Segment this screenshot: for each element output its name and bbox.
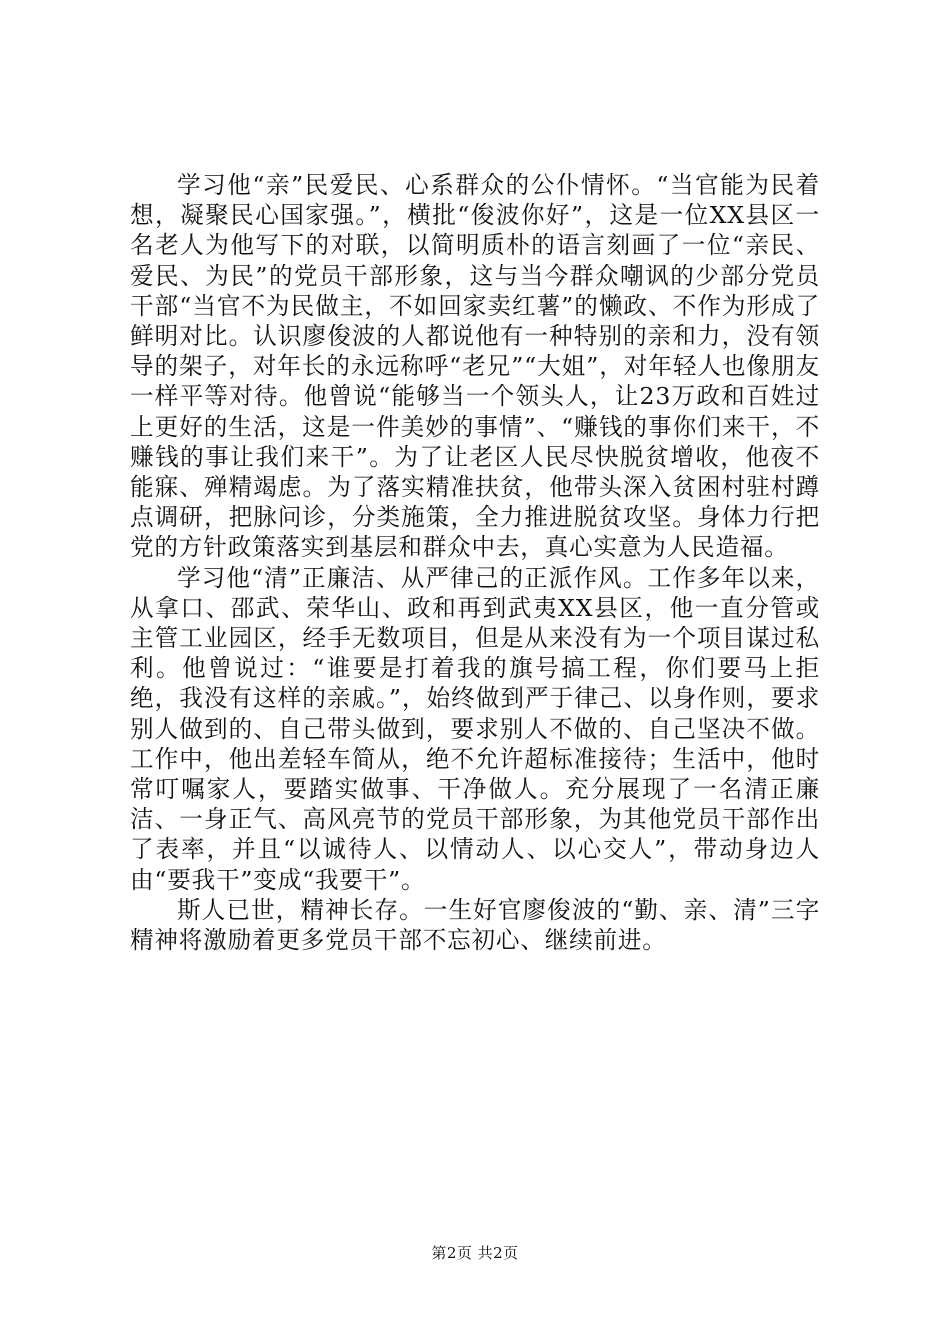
document-body (130, 170, 820, 955)
paragraph-qin-min: 学习他“亲”民爱民、心系群众的公仆情怀。“当官能为民着想，凝聚民心国家强。”，横批“俊波你好”，这是一位XX县区一名老人为他写下的对联，以简明质朴的语言刻画了一位“亲民、爱民、为民”的党员干部形象，这与当今群众嘲讽的少部分党员干部“当官不为民做主，不如回家卖红薯”的懒政、不作为形成了鲜明对比。认识廖俊波的人都说他有一种特别的亲和力，没有领导的架子，对年长的永远称呼“老兄”“大姐”，对年轻人也像朋友一样平等对待。他曾说“能够当一个领头人，让23万政和百姓过上更好的生活，这是一件美妙的事情”、“赚钱的事你们来干，不赚钱的事让我们来干”。为了让老区人民尽快脱贫增收，他夜不能寐、殚精竭虑。为了落实精准扶贫，他带头深入贫困村驻村蹲点调研，把脉问诊，分类施策，全力推进脱贫攻坚。身体力行把党的方针政策落实到基层和群众中去，真心实意为人民造福。 (130, 171, 820, 562)
paragraph-conclusion: 斯人已世，精神长存。一生好官廖俊波的“勤、亲、清”三字精神将激励着更多党员干部不忘初心、继续前进。 (130, 895, 820, 955)
paragraph-qing-zheng: 学习他“清”正廉洁、从严律己的正派作风。工作多年以来，从拿口、邵武、荣华山、政和再到武夷XX县区，他一直分管或主管工业园区，经手无数项目，但是从来没有为一个项目谋过私利。他曾说过：“谁要是打着我的旗号搞工程，你们要马上拒绝，我没有这样的亲戚。”，始终做到严于律己、以身作则，要求别人做到的、自己带头做到，要求别人不做的、自己坚决不做。工作中，他出差轻车简从，绝不允许超标准接待；生活中，他时常叮嘱家人，要踏实做事、干净做人。充分展现了一名清正廉洁、一身正气、高风亮节的党员干部形象，为其他党员干部作出了表率，并且“以诚待人、以情动人、以心交人”，带动身边人由“要我干”变成“我要干”。 (130, 563, 820, 894)
page-number-footer: 第2页 共2页 (431, 1244, 519, 1262)
